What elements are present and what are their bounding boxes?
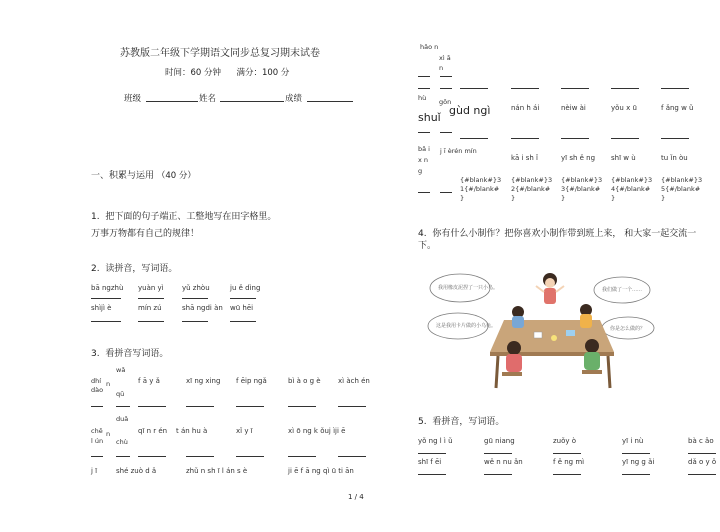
pinyin-item: shé zuò d ǎ (116, 467, 157, 475)
score-value: 100 分 (261, 68, 290, 78)
pinyin-item: shìjì è (91, 304, 112, 312)
answer-line[interactable] (288, 406, 316, 407)
pinyin-item: shī f ēi (418, 458, 442, 466)
pinyin-item: xī ng xing (186, 377, 221, 385)
pinyin-item: yǒu x ū (611, 104, 637, 112)
pinyin-item: n (439, 64, 444, 72)
blank-placeholder: {#blank#}3 4{#/blank# } (611, 176, 653, 202)
answer-line[interactable] (91, 298, 121, 299)
pinyin-item: shuǐ (418, 111, 441, 124)
answer-line[interactable] (661, 138, 689, 139)
pinyin-item: nèiw ài (561, 104, 586, 112)
answer-line[interactable] (138, 298, 164, 299)
pinyin-item: yuàn yì (138, 284, 164, 292)
pinyin-item: g (418, 167, 423, 175)
pinyin-item: j ī (91, 467, 98, 475)
pinyin-item: gùd ngì (449, 104, 491, 117)
pinyin-item: j ī èrén mín (440, 147, 477, 155)
answer-line[interactable] (116, 406, 130, 407)
answer-line[interactable] (418, 192, 430, 193)
answer-line[interactable] (553, 474, 581, 475)
pinyin-item: yī sh ě ng (561, 154, 596, 162)
q4-prompt: 4. 你有什么小制作？把你喜欢小制作带到班上来， 和大家一起交流一下。 (418, 229, 697, 251)
pinyin-item: yǔ zhòu (182, 284, 210, 292)
q2-prompt: 2. 读拼音，写词语。 (91, 264, 178, 274)
answer-line[interactable] (418, 474, 446, 475)
answer-line[interactable] (236, 406, 264, 407)
answer-line[interactable] (484, 453, 512, 454)
pinyin-item: duǎ (116, 415, 129, 423)
pinyin-item: yǒ ng l ì ǔ (418, 437, 453, 445)
pinyin-item: l ún (91, 437, 104, 445)
answer-line[interactable] (440, 132, 452, 133)
time-value: 60 分钟 (190, 68, 222, 78)
bubble-text: 这是我用卡片做的小乌龟。 (436, 323, 497, 329)
answer-line[interactable] (91, 406, 103, 407)
answer-line[interactable] (484, 474, 512, 475)
pinyin-item: xì àch én (338, 377, 370, 385)
answer-line[interactable] (138, 406, 166, 407)
pinyin-item: x n (418, 156, 429, 164)
answer-line[interactable] (288, 456, 316, 457)
answer-line[interactable] (611, 138, 639, 139)
answer-line[interactable] (561, 88, 589, 89)
grade-label: 成绩 (285, 94, 303, 104)
answer-line[interactable] (440, 192, 452, 193)
answer-line[interactable] (182, 321, 208, 322)
pinyin-item: bǎ i (418, 145, 430, 153)
answer-line[interactable] (611, 88, 639, 89)
pinyin-item: gōn (439, 98, 452, 106)
pinyin-item: shā ngdi àn (182, 304, 223, 312)
answer-line[interactable] (91, 321, 121, 322)
answer-line[interactable] (338, 406, 366, 407)
pinyin-item: dhí (91, 377, 102, 385)
q1-sentence: 万事万物都有自己的规律！ (91, 229, 200, 239)
pinyin-item: tu ǐn òu (661, 154, 688, 162)
pinyin-item: f ǎng w ǔ (661, 104, 694, 112)
q1-prompt: 1. 把下面的句子端正、工整地写在田字格里。 (91, 212, 277, 222)
answer-line[interactable] (561, 138, 589, 139)
pinyin-item: mín zú (138, 304, 162, 312)
pinyin-item: yī i nù (622, 437, 644, 445)
pinyin-item: chē (91, 427, 103, 435)
pinyin-item: wǎ (116, 366, 126, 374)
answer-line[interactable] (688, 453, 716, 454)
blank-placeholder: {#blank#}3 3{#/blank# } (561, 176, 603, 202)
pinyin-item: nán h ái (511, 104, 540, 112)
bubble-text: 我用橡皮泥捏了一只小鸟。 (438, 285, 499, 291)
pinyin-item: zhǔ n sh ī l án s è (186, 467, 248, 475)
name-field[interactable] (220, 101, 284, 102)
answer-line[interactable] (511, 138, 539, 139)
blank-placeholder: {#blank#}3 5{#/blank# } (661, 176, 703, 202)
answer-line[interactable] (230, 298, 256, 299)
pinyin-item: n (106, 380, 111, 388)
pinyin-item: bā ngzhù (91, 284, 124, 292)
page-number: 1 / 4 (348, 493, 364, 501)
answer-line[interactable] (338, 456, 366, 457)
pinyin-item: n (106, 430, 111, 438)
answer-line[interactable] (418, 453, 446, 454)
pinyin-item: ji ē f ā ng qì ū ti ān (288, 467, 354, 475)
pinyin-item: wě n nu ǎn (484, 458, 523, 466)
pinyin-item: dào (91, 386, 104, 394)
bubble-text: 我们做了一个…… (602, 287, 643, 293)
answer-line[interactable] (182, 298, 208, 299)
pinyin-item: gū niang (484, 437, 515, 445)
pinyin-item: t án hu à (176, 427, 208, 435)
class-label: 班级 (124, 94, 142, 104)
pinyin-item: hǎo n (420, 43, 439, 51)
answer-line[interactable] (138, 321, 164, 322)
pinyin-item: f ě ng mì (553, 458, 585, 466)
pinyin-item: xì ō ng k ǒuj ìji ē (288, 427, 346, 435)
pinyin-item: hù (418, 94, 427, 102)
answer-line[interactable] (418, 76, 430, 77)
answer-line[interactable] (138, 456, 166, 457)
pinyin-item: dǎ o y ǒ (688, 458, 717, 466)
pinyin-item: shī w ù (611, 154, 636, 162)
pinyin-item: qū (116, 390, 125, 398)
answer-line[interactable] (91, 456, 103, 457)
pinyin-item: xǐ y ī (236, 427, 253, 435)
bubble-text: 你是怎么做的？ (610, 326, 646, 332)
answer-line[interactable] (511, 88, 539, 89)
answer-line[interactable] (553, 453, 581, 454)
time-label: 时间： (165, 68, 191, 78)
answer-line[interactable] (186, 406, 214, 407)
classroom-illustration (418, 266, 664, 392)
q3-prompt: 3. 看拼音写词语。 (91, 349, 169, 359)
answer-line[interactable] (230, 321, 256, 322)
pinyin-item: chù (116, 438, 128, 446)
time-score-line (165, 66, 289, 78)
pinyin-item: f ā y ǎ (138, 377, 160, 385)
answer-line[interactable] (460, 88, 488, 89)
blank-placeholder: {#blank#}3 1{#/blank# } (460, 176, 502, 202)
answer-line[interactable] (418, 88, 430, 89)
answer-line[interactable] (440, 76, 452, 77)
page-title: 苏教版二年级下学期语文同步总复习期末试卷 (120, 48, 320, 59)
answer-line[interactable] (418, 132, 430, 133)
answer-line[interactable] (440, 88, 452, 89)
pinyin-item: ju ě dìng (230, 284, 261, 292)
grade-field[interactable] (307, 101, 353, 102)
pinyin-item: bà c ǎo (688, 437, 714, 445)
blank-placeholder: {#blank#}3 2{#/blank# } (511, 176, 553, 202)
pinyin-item: zuǒy ò (553, 437, 577, 445)
pinyin-item: yī ng g ǎi (622, 458, 655, 466)
answer-line[interactable] (622, 453, 650, 454)
q5-prompt: 5. 看拼音，写词语。 (418, 417, 505, 427)
pinyin-item: f ēip ngǎ (236, 377, 267, 385)
pinyin-item: xì ā (439, 54, 451, 62)
answer-line[interactable] (236, 456, 264, 457)
section-1-title: 一、积累与运用 （40 分） (91, 171, 196, 181)
name-label: 姓名 (199, 94, 217, 104)
pinyin-item: bì à o g è (288, 377, 321, 385)
pinyin-item: qī n r én (138, 427, 168, 435)
answer-line[interactable] (460, 138, 488, 139)
answer-line[interactable] (661, 88, 689, 89)
class-field[interactable] (146, 101, 198, 102)
score-label: 满分： (236, 68, 262, 78)
pinyin-item: kā i sh ǐ (511, 154, 538, 162)
answer-line[interactable] (116, 456, 130, 457)
answer-line[interactable] (688, 474, 716, 475)
answer-line[interactable] (622, 474, 650, 475)
pinyin-item: wū hēi (230, 304, 254, 312)
answer-line[interactable] (186, 456, 214, 457)
